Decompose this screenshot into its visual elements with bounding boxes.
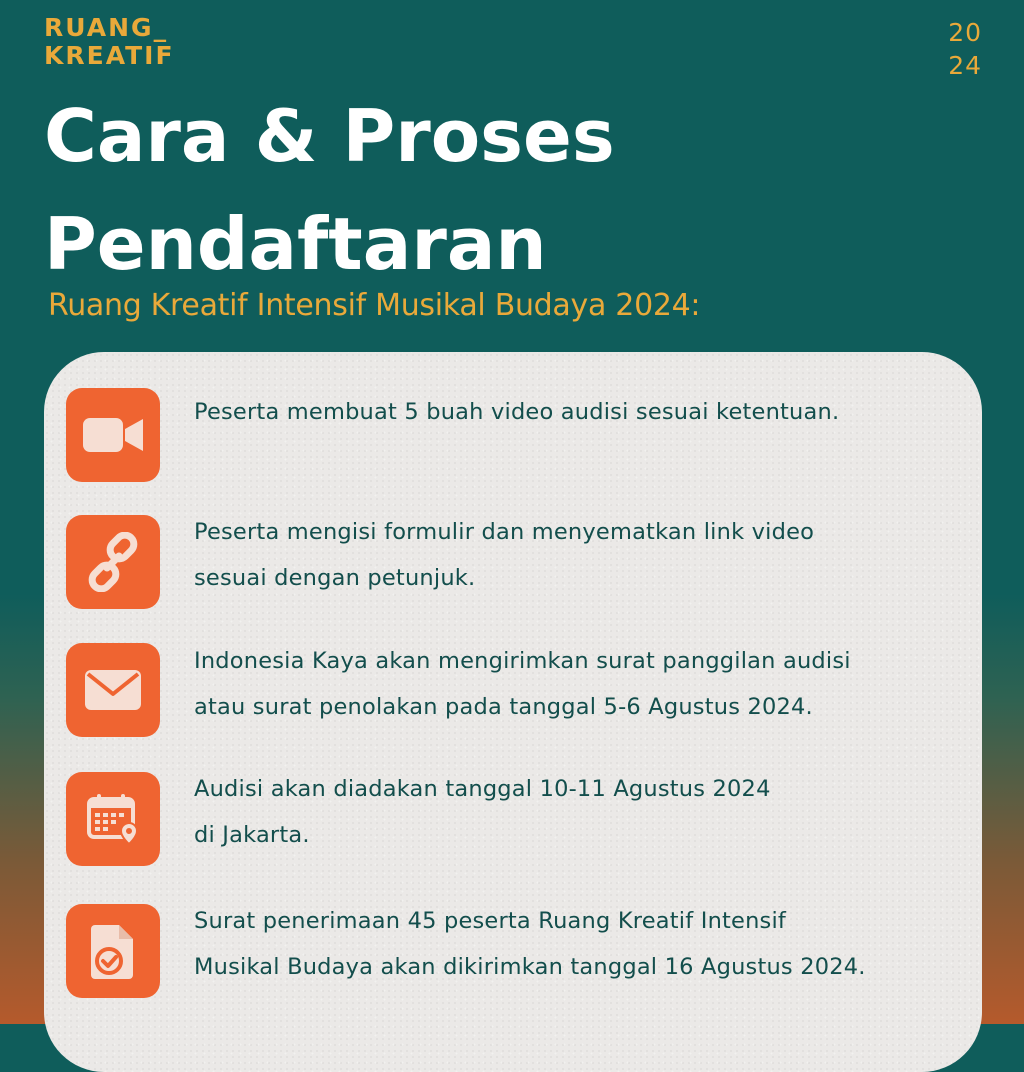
step-3-line-2: atau surat penolakan pada tanggal 5-6 Agustus 2024. [194, 694, 813, 720]
year-label [948, 16, 982, 82]
step-4-line-2: di Jakarta. [194, 822, 310, 848]
step-2-line-2: sesuai dengan petunjuk. [194, 565, 476, 591]
step-1-line-1: Peserta membuat 5 buah video audisi sesuai ketentuan. [194, 399, 840, 425]
step-4-line-1: Audisi akan diadakan tanggal 10-11 Agustus 2024 [194, 776, 771, 802]
document-check-icon [66, 904, 160, 998]
logo-line-1: RUANG_ [44, 13, 169, 42]
step-text-4 [194, 766, 974, 858]
step-item-3 [66, 643, 966, 739]
title-line-1: Cara & Proses [44, 94, 615, 178]
step-text-3 [194, 638, 974, 730]
step-3-line-1: Indonesia Kaya akan mengirimkan surat panggilan audisi [194, 648, 851, 674]
step-2-line-1: Peserta mengisi formulir dan menyematkan link video [194, 519, 815, 545]
title-line-2: Pendaftaran [44, 202, 547, 286]
step-text-1 [194, 389, 974, 435]
logo-line-2: KREATIF [44, 41, 175, 70]
page-title [44, 82, 615, 298]
calendar-location-icon [66, 772, 160, 866]
brand-logo [44, 14, 175, 70]
step-5-line-2: Musikal Budaya akan dikirimkan tanggal 16 Agustus 2024. [194, 954, 866, 980]
step-item-5 [66, 904, 966, 1000]
year-line-1: 20 [948, 18, 982, 47]
step-text-5 [194, 898, 974, 990]
step-item-4 [66, 772, 966, 868]
step-5-line-1: Surat penerimaan 45 peserta Ruang Kreatif Intensif [194, 908, 787, 934]
step-text-2 [194, 509, 974, 601]
video-camera-icon [66, 388, 160, 482]
year-line-2: 24 [948, 51, 982, 80]
envelope-icon [66, 643, 160, 737]
step-item-1 [66, 388, 966, 484]
page-subtitle: Ruang Kreatif Intensif Musikal Budaya 2024: [48, 288, 701, 323]
steps-card [44, 352, 982, 1072]
link-icon [66, 515, 160, 609]
step-item-2 [66, 515, 966, 611]
